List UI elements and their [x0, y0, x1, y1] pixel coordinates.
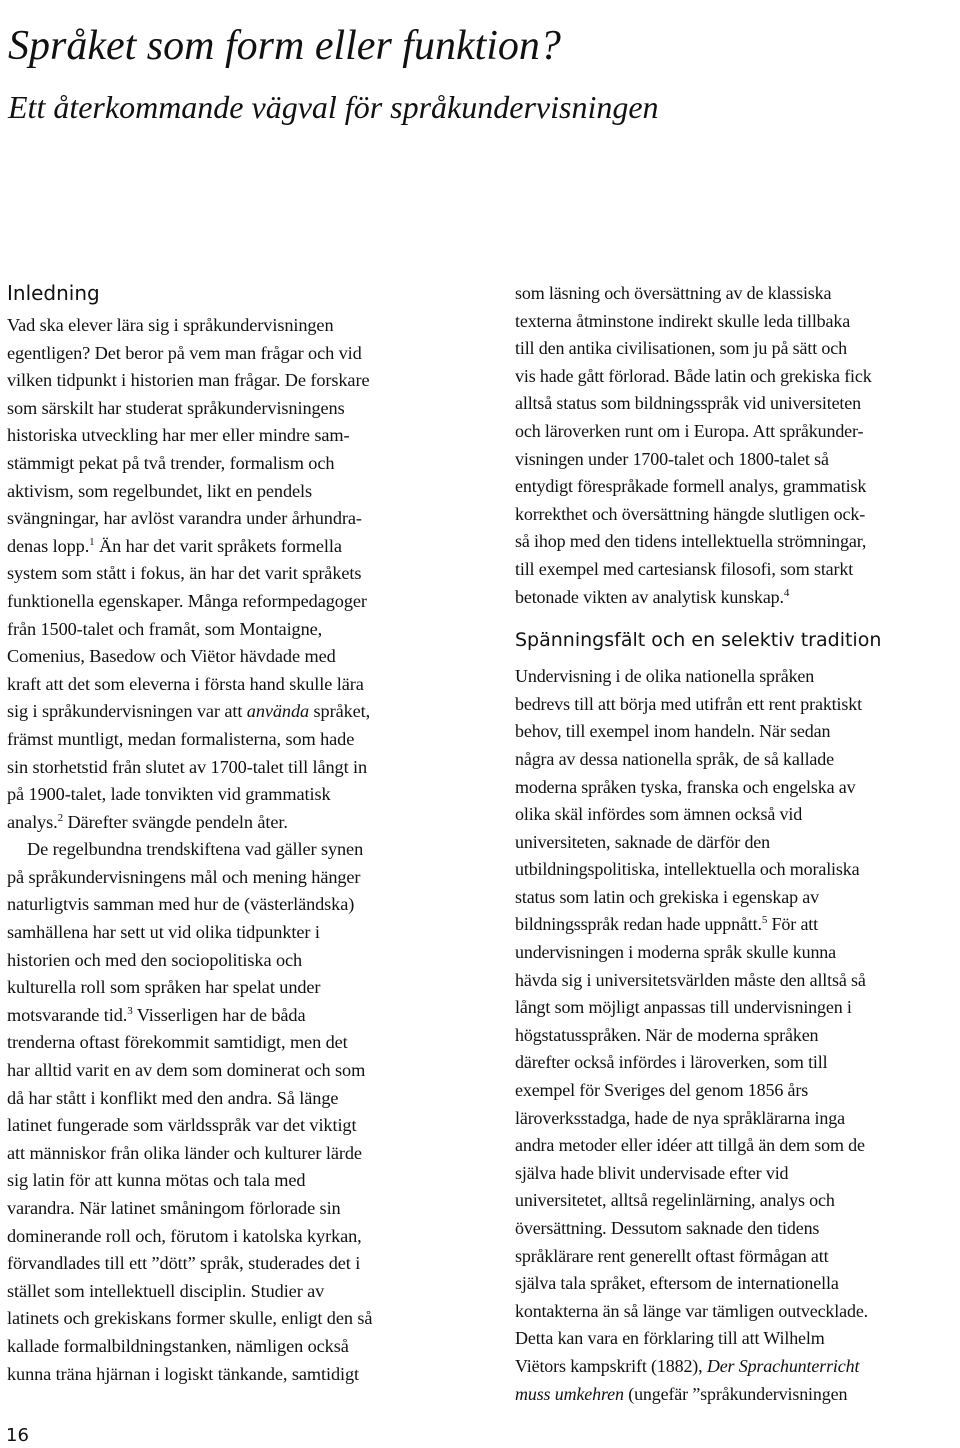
footnote-ref-4: 4 [783, 586, 790, 599]
text-line: egentligen? Det beror på vem man frågar och vid [7, 342, 362, 363]
footnote-ref-2: 2 [57, 811, 63, 824]
text-line: texterna åtminstone indirekt skulle leda tillbaka [515, 310, 851, 331]
text-line: kallade formalbildningstanken, nämligen också [7, 1335, 349, 1356]
text-line: historiska utveckling har mer eller mindre sam- [7, 425, 350, 446]
paper-subtitle: Ett återkommande vägval för språkundervisningen [8, 89, 659, 125]
text-line: översättning. Dessutom saknade den tidens [515, 1218, 820, 1238]
text-fragment: Än har det varit språkets formella [94, 535, 342, 556]
text-line: trenderna oftast förekommit samtidigt, men det [7, 1032, 348, 1053]
text-fragment: Därefter svängde pendeln åter. [62, 811, 288, 832]
text-line: olika skäl infördes som ämnen också vid [515, 804, 803, 825]
text-line: funktionella egenskaper. Många reformpedagoger [7, 590, 367, 611]
text-line: andra metoder eller idéer att tillgå än dem som de [515, 1135, 865, 1156]
text-fragment: För att [767, 914, 818, 935]
footnote-ref-1: 1 [89, 535, 95, 548]
text-line: till exempel med cartesiansk filosofi, som starkt [515, 558, 854, 579]
text-line: moderna språken tyska, franska och engelska av [515, 776, 856, 797]
text-line: kulturella roll som språken har spelat under [7, 977, 321, 998]
text-line: bedrevs till att börja med utifrån ett rent praktiskt [515, 693, 862, 714]
text-line: därefter också infördes i läroverken, som till [515, 1052, 828, 1073]
text-line: alltså status som bildningsspråk vid universiteten [515, 393, 861, 414]
text-line [515, 1381, 957, 1409]
text-line: utbildningspolitiska, intellektuella och moraliska [515, 859, 860, 880]
text-line [515, 1353, 957, 1381]
text-line: då har stått i konflikt med den andra. Så länge [7, 1087, 339, 1108]
text-fragment: Visserligen har de båda [132, 1004, 306, 1025]
text-fragment: analys. [7, 811, 58, 832]
text-line: universiteten, saknade de därför den [515, 831, 770, 852]
text-fragment: denas lopp. [7, 535, 90, 556]
text-line: sig latin för att kunna mötas och tala med [7, 1170, 306, 1191]
section-heading-spanningsfalt: Spänningsfält och en selektiv tradition [515, 629, 882, 652]
emphasis-anvanda: använda [246, 701, 310, 722]
text-line: språklärare rent generellt oftast förmågan att [515, 1245, 829, 1266]
text-line: främst muntligt, medan formalisterna, som hade [7, 728, 355, 749]
text-line: högstatusspråken. När de moderna språken [515, 1024, 819, 1045]
text-line: naturligtvis samman med hur de (västerländska) [7, 894, 355, 915]
left-column [7, 278, 449, 1388]
body-text-right-a [515, 280, 957, 611]
text-line: aktivism, som regelbundet, likt en pendels [7, 480, 313, 501]
text-line: läroverksstadga, hade de nya språklärarna inga [515, 1107, 845, 1128]
text-line [7, 1002, 449, 1030]
paper-title: Språket som form eller funktion? [8, 23, 561, 69]
text-line [515, 911, 957, 939]
text-line: latinet fungerade som världsspråk var det viktigt [7, 1115, 357, 1136]
text-line: sin storhetstid från slutet av 1700-talet till långt in [7, 756, 368, 777]
text-line: samhällena har sett ut vid olika tidpunkter i [7, 922, 320, 943]
body-text-right-b [515, 663, 957, 1408]
text-line: på språkundervisningens mål och mening hänger [7, 866, 361, 887]
text-line: Undervisning i de olika nationella språken [515, 666, 815, 687]
text-fragment: bildningsspråk redan hade uppnått. [515, 914, 762, 935]
text-fragment: (ungefär ”språkundervisningen [623, 1383, 848, 1404]
text-line: på 1900-talet, lade tonvikten vid grammatisk [7, 784, 331, 805]
text-line: system som stått i fokus, än har det varit språkets [7, 563, 362, 584]
text-line: stället som intellektuell disciplin. Studier av [7, 1280, 325, 1301]
text-line: Vad ska elever lära sig i språkundervisningen [7, 315, 334, 335]
text-fragment: betonade vikten av analytisk kunskap. [515, 586, 784, 607]
text-line [515, 584, 957, 612]
text-line: korrekthet och översättning hängde slutligen ock- [515, 503, 866, 524]
text-line: De regelbundna trendskiftena vad gäller synen [27, 839, 364, 860]
text-line: dominerande roll och, förutom i katolska kyrkan, [7, 1225, 362, 1246]
text-line: att människor från olika länder och kulturer lärde [7, 1142, 362, 1163]
text-line: kontakterna än så länge var tämligen outvecklade. [515, 1300, 869, 1321]
text-line: några av dessa nationella språk, de så kallade [515, 748, 834, 769]
text-line: själva hade blivit undervisade efter vid [515, 1162, 789, 1183]
text-line: Detta kan vara en förklaring till att Wilhelm [515, 1328, 825, 1349]
text-line: latinets och grekiskans former skulle, enligt den så [7, 1308, 373, 1329]
text-fragment: Viëtors kampskrift (1882), [515, 1355, 707, 1376]
text-line: så ihop med den tidens intellektuella strömningar, [515, 531, 867, 552]
right-column [515, 280, 957, 1408]
text-line: kraft att det som eleverna i första hand skulle lära [7, 673, 364, 694]
text-line: entydigt förespråkade formell analys, grammatisk [515, 476, 867, 497]
text-line: hävda sig i universitetsvärlden måste den alltså så [515, 969, 866, 990]
text-line: svängningar, har avlöst varandra under århundra- [7, 508, 362, 529]
text-line: själva tala språket, eftersom de internationella [515, 1273, 839, 1294]
text-line: Comenius, Basedow och Viëtor hävdade med [7, 646, 336, 667]
text-line: universitetet, alltså regelinlärning, analys och [515, 1190, 835, 1211]
text-line: till den antika civilisationen, som ju på sätt och [515, 338, 847, 359]
emphasis-book-title: Der Sprachunterricht [706, 1355, 860, 1376]
text-line: och läroverken runt om i Europa. Att språkunder- [515, 420, 864, 441]
text-line: visningen under 1700-talet och 1800-talet så [515, 448, 829, 469]
text-line: varandra. När latinet småningom förlorade sin [7, 1198, 341, 1218]
text-line: som särskilt har studerat språkundervisningens [7, 397, 345, 418]
text-line: förvandlades till ett ”dött” språk, studerades det i [7, 1253, 361, 1274]
footnote-ref-5: 5 [761, 914, 768, 927]
text-line: status som latin och grekiska i egenskap av [515, 886, 819, 907]
emphasis-book-title: muss umkehren [515, 1383, 624, 1404]
text-line: från 1500-talet och framåt, som Montaigne, [7, 618, 323, 639]
text-line: historien och med den sociopolitiska och [7, 949, 303, 970]
section-heading-inledning: Inledning [7, 281, 100, 305]
text-line: har alltid varit en av dem som dominerat och som [7, 1060, 366, 1081]
text-line: stämmigt pekat på två trender, formalism och [7, 452, 335, 473]
text-line: som läsning och översättning av de klassiska [515, 283, 832, 303]
text-line: kunna träna hjärnan i logiskt tänkande, samtidigt [7, 1363, 360, 1384]
text-line [7, 698, 449, 726]
text-line [7, 809, 449, 837]
text-line [7, 533, 449, 561]
text-line: exempel för Sveriges del genom 1856 års [515, 1080, 809, 1101]
page-number: 16 [6, 1425, 29, 1446]
text-line: vis hade gått förlorad. Både latin och grekiska fick [515, 365, 872, 386]
text-fragment: språket, [309, 701, 371, 722]
text-line: vilken tidpunkt i historien man frågar. De forskare [7, 370, 370, 391]
body-text-left [7, 312, 449, 1388]
text-line: behov, till exempel inom handeln. När sedan [515, 721, 831, 742]
text-line: undervisningen i moderna språk skulle kunna [515, 942, 836, 963]
text-fragment: motsvarande tid. [7, 1004, 128, 1025]
text-fragment: sig i språkundervisningen var att [7, 701, 247, 722]
text-line: långt som möjligt anpassas till undervisningen i [515, 997, 852, 1018]
footnote-ref-3: 3 [127, 1004, 133, 1017]
